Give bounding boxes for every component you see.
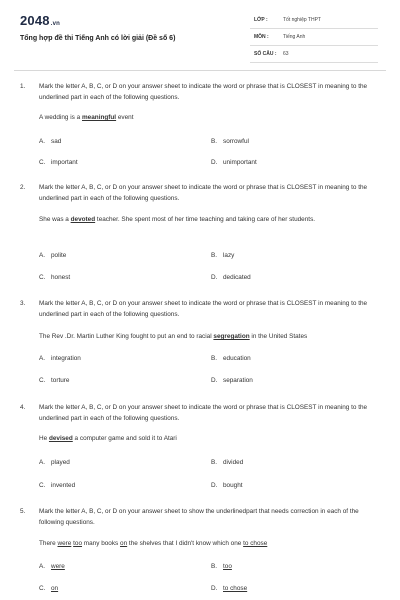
option-d[interactable] [211, 157, 257, 168]
option-text: dedicated [223, 274, 251, 281]
stem-underlined-word: too [73, 540, 83, 547]
question-number: 2. [20, 184, 26, 191]
option-a[interactable] [39, 561, 65, 572]
option-letter: A. [39, 138, 46, 145]
option-b[interactable] [211, 353, 251, 364]
question-instruction: Mark the letter A, B, C, or D on your answer sheet to indicate the word or phrase that is CLOSEST in meaning to the underlined part in each of the following questions. [39, 404, 368, 422]
stem-text: The Rev .Dr. Martin Luther King fought to put an end to racial [39, 333, 214, 340]
option-a[interactable] [39, 136, 61, 147]
option-letter: D. [211, 482, 218, 489]
meta-row-subject [250, 29, 378, 46]
option-d[interactable] [211, 272, 251, 283]
option-letter: B. [211, 459, 218, 466]
meta-row-count [250, 46, 378, 63]
option-letter: C. [39, 377, 46, 384]
question-stem [39, 433, 384, 444]
option-a[interactable] [39, 250, 66, 261]
stem-target-word: devoted [70, 216, 96, 223]
option-letter: A. [39, 355, 46, 362]
stem-target-word: meaningful [82, 114, 117, 121]
stem-text: the shelves that I didn't know which one [127, 540, 244, 547]
question-number: 5. [20, 508, 26, 515]
meta-key: MÔN : [254, 34, 269, 40]
page-header [0, 0, 400, 64]
option-a[interactable] [39, 457, 70, 468]
option-text: separation [223, 377, 253, 384]
option-letter: A. [39, 563, 46, 570]
stem-text: in the United States [249, 333, 308, 340]
option-letter: D. [211, 585, 218, 592]
option-letter: C. [39, 482, 46, 489]
logo-main: 2048 [20, 13, 50, 28]
stem-text: There [39, 540, 58, 547]
option-b[interactable] [211, 250, 234, 261]
option-text: were [51, 563, 65, 570]
option-letter: D. [211, 377, 218, 384]
meta-key: LỚP : [254, 17, 268, 23]
option-text: sorrowful [223, 138, 249, 145]
stem-text: He [39, 435, 49, 442]
question-number: 1. [20, 83, 26, 90]
option-letter: A. [39, 252, 46, 259]
option-text: on [51, 585, 59, 592]
logo-suffix: .vn [50, 21, 61, 27]
stem-underlined-word: to chose [243, 540, 268, 547]
option-b[interactable] [211, 136, 249, 147]
question-stem [39, 538, 384, 549]
option-c[interactable] [39, 272, 70, 283]
option-text: lazy [223, 252, 235, 259]
option-text: sad [51, 138, 62, 145]
option-letter: B. [211, 563, 218, 570]
option-letter: C. [39, 274, 46, 281]
option-text: education [223, 355, 251, 362]
meta-value: 63 [283, 51, 289, 57]
header-divider [14, 70, 386, 71]
stem-text: a computer game and sold it to Atari [72, 435, 177, 442]
option-b[interactable] [211, 561, 232, 572]
option-text: bought [223, 482, 243, 489]
option-text: honest [51, 274, 71, 281]
option-text: polite [51, 252, 67, 259]
option-c[interactable] [39, 157, 78, 168]
option-c[interactable] [39, 583, 58, 594]
question-stem [39, 112, 384, 123]
question-number: 3. [20, 300, 26, 307]
option-d[interactable] [211, 375, 253, 386]
option-c[interactable] [39, 480, 75, 491]
option-letter: B. [211, 138, 218, 145]
option-d[interactable] [211, 583, 247, 594]
option-text: divided [223, 459, 244, 466]
option-letter: D. [211, 274, 218, 281]
stem-text: many books [82, 540, 121, 547]
stem-target-word: devised [48, 435, 73, 442]
option-c[interactable] [39, 375, 69, 386]
option-d[interactable] [211, 480, 243, 491]
question-instruction: Mark the letter A, B, C, or D on your answer sheet to indicate the word or phrase that is CLOSEST in meaning to the underlined part in each of the following questions. [39, 184, 368, 202]
meta-key: SỐ CÂU : [254, 51, 277, 57]
question-stem [39, 214, 384, 225]
option-letter: D. [211, 159, 218, 166]
site-logo[interactable] [20, 13, 60, 28]
document-title: Tổng hợp đề thi Tiếng Anh có lời giải (Đề số 6) [20, 35, 176, 42]
option-text: to chose [223, 585, 248, 592]
option-text: too [223, 563, 232, 570]
meta-value: Tiếng Anh [283, 34, 306, 40]
stem-target-word: segregation [213, 333, 250, 340]
stem-text: event [116, 114, 134, 121]
option-letter: C. [39, 159, 46, 166]
meta-table [250, 12, 378, 63]
option-letter: C. [39, 585, 46, 592]
option-text: invented [51, 482, 76, 489]
question-number: 4. [20, 404, 26, 411]
stem-text: A wedding is a [39, 114, 82, 121]
option-text: important [51, 159, 78, 166]
question-stem [39, 331, 384, 342]
option-text: integration [51, 355, 81, 362]
option-letter: B. [211, 355, 218, 362]
question-instruction: Mark the letter A, B, C, or D on your answer sheet to show the underlinedpart that needs correction in each of the following questions. [39, 508, 359, 526]
option-letter: B. [211, 252, 218, 259]
option-text: unimportant [223, 159, 257, 166]
meta-row-class [250, 12, 378, 29]
stem-underlined-word: were [57, 540, 72, 547]
meta-value: Tốt nghiệp THPT [283, 17, 321, 23]
stem-text: teacher. She spent most of her time teaching and taking care of her students. [95, 216, 316, 223]
option-text: torture [51, 377, 70, 384]
option-b[interactable] [211, 457, 243, 468]
question-instruction: Mark the letter A, B, C, or D on your answer sheet to indicate the word or phrase that is CLOSEST in meaning to the underlined part in each of the following questions. [39, 300, 368, 318]
stem-text: She was a [39, 216, 71, 223]
question-instruction: Mark the letter A, B, C, or D on your answer sheet to indicate the word or phrase that is CLOSEST in meaning to the underlined part in each of the following questions. [39, 83, 368, 101]
option-a[interactable] [39, 353, 81, 364]
option-letter: A. [39, 459, 46, 466]
stem-underlined-word: on [120, 540, 128, 547]
option-text: played [51, 459, 70, 466]
